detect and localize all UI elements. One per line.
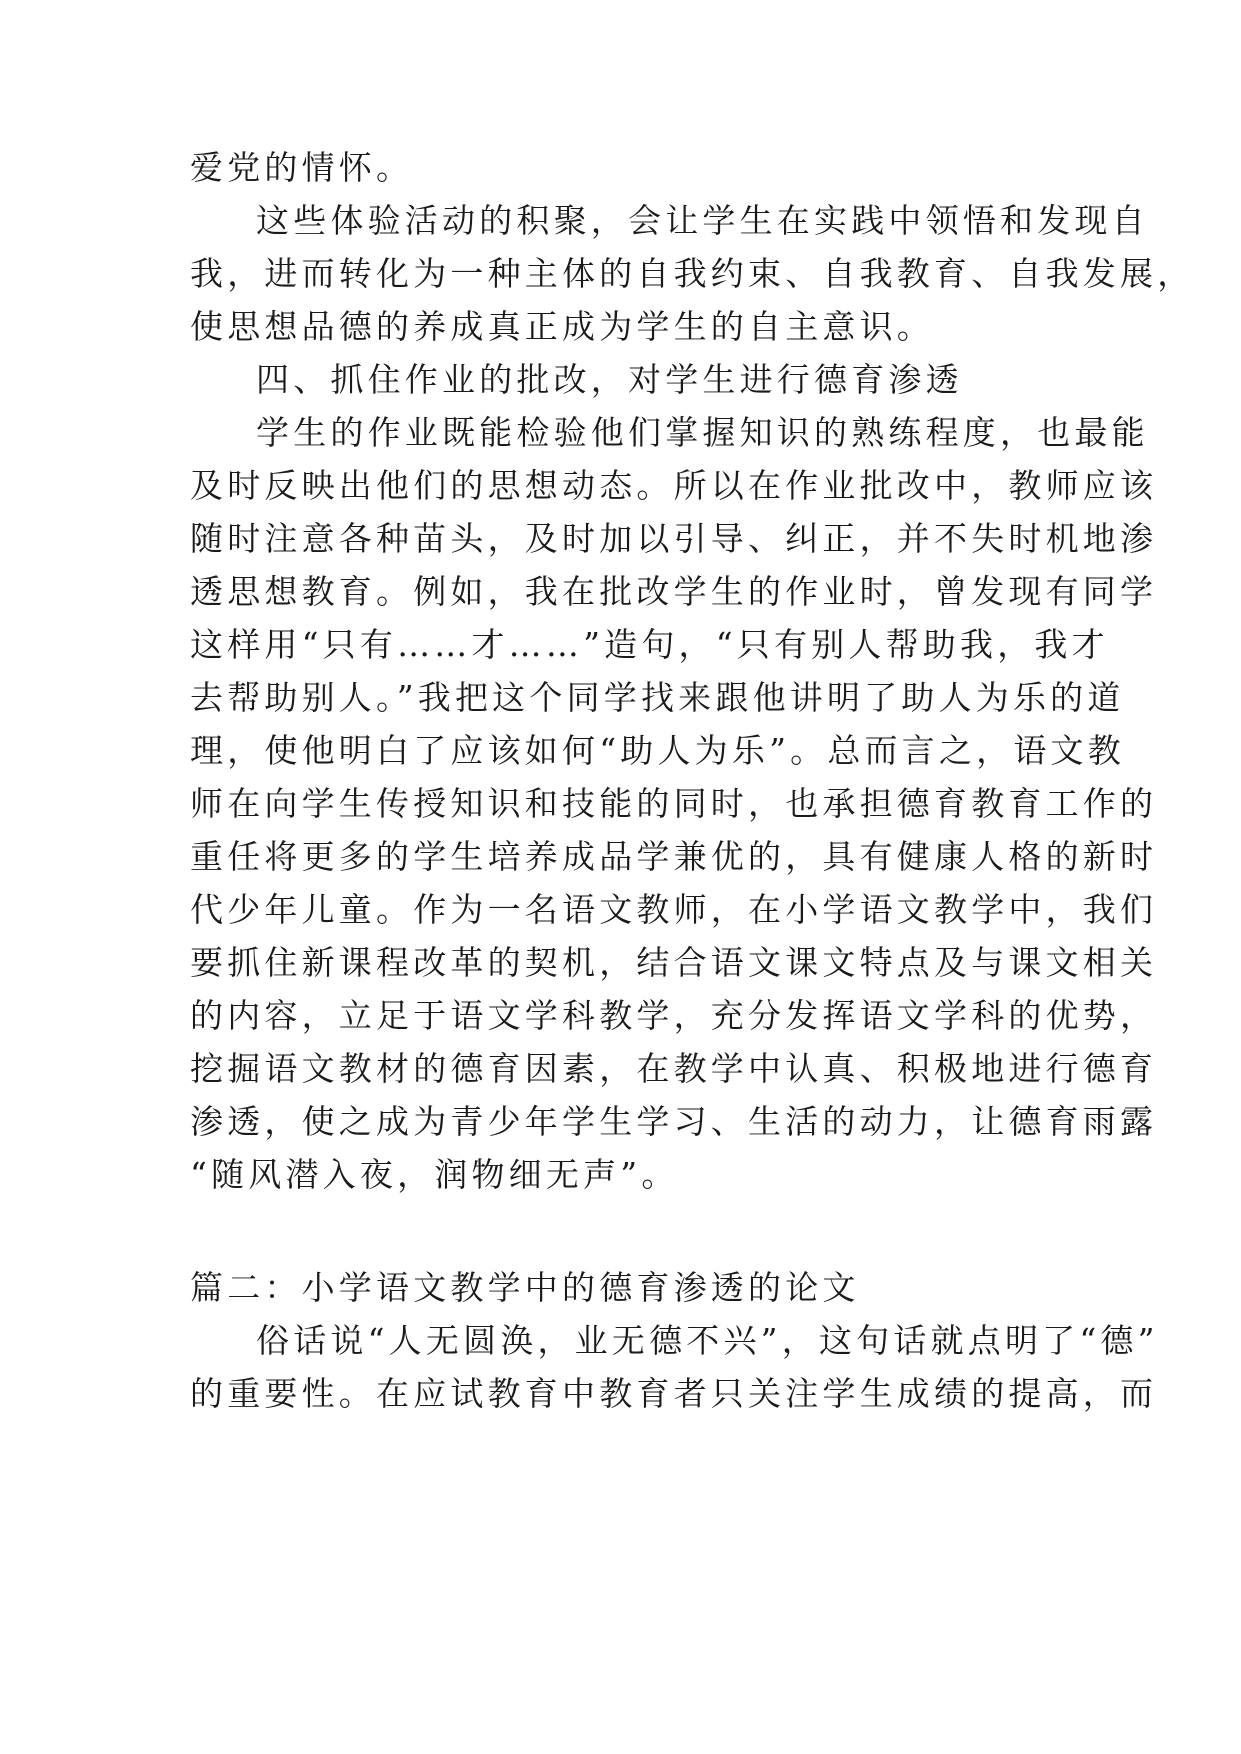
homework-paragraph-line: 重任将更多的学生培养成品学兼优的，具有健康人格的新时	[190, 837, 1158, 876]
homework-paragraph-line: 随时注意各种苗头，及时加以引导、纠正，并不失时机地渗	[190, 519, 1158, 558]
homework-paragraph-line: “随风潜入夜，润物细无声”。	[190, 1155, 679, 1194]
homework-paragraph-line: 要抓住新课程改革的契机，结合语文课文特点及与课文相关	[190, 943, 1158, 982]
homework-paragraph-line: 理，使他明白了应该如何“助人为乐”。总而言之，语文教	[190, 731, 1125, 770]
homework-paragraph-line: 学生的作业既能检验他们掌握知识的熟练程度，也最能	[256, 413, 1149, 452]
intro-paragraph-line: 的重要性。在应试教育中教育者只关注学生成绩的提高，而	[190, 1374, 1158, 1413]
experience-paragraph-line: 使思想品德的养成真正成为学生的自主意识。	[190, 307, 934, 346]
homework-paragraph-line: 及时反映出他们的思想动态。所以在作业批改中，教师应该	[190, 466, 1158, 505]
homework-paragraph-line: 代少年儿童。作为一名语文教师，在小学语文教学中，我们	[190, 890, 1158, 929]
homework-paragraph-line: 这样用“只有……才……”造句，“只有别人帮助我，我才	[190, 625, 1109, 664]
homework-paragraph-line: 挖掘语文教材的德育因素，在教学中认真、积极地进行德育	[190, 1049, 1158, 1088]
homework-paragraph-line: 透思想教育。例如，我在批改学生的作业时，曾发现有同学	[190, 572, 1158, 611]
homework-paragraph-line: 的内容，立足于语文学科教学，充分发挥语文学科的优势，	[190, 996, 1158, 1035]
homework-paragraph-line: 师在向学生传授知识和技能的同时，也承担德育教育工作的	[190, 784, 1158, 823]
experience-paragraph-line: 我，进而转化为一种主体的自我约束、自我教育、自我发展，	[190, 254, 1195, 293]
homework-paragraph-line: 去帮助别人。”我把这个同学找来跟他讲明了助人为乐的道	[190, 678, 1125, 717]
section-heading: 四、抓住作业的批改，对学生进行德育渗透	[256, 360, 963, 399]
homework-paragraph-line: 渗透，使之成为青少年学生学习、生活的动力，让德育雨露	[190, 1102, 1158, 1141]
paragraph-end-line: 爱党的情怀。	[190, 148, 414, 187]
intro-paragraph-line: 俗话说“人无圆涣，业无德不兴”，这句话就点明了“德”	[256, 1321, 1159, 1360]
article-title: 篇二：小学语文教学中的德育渗透的论文	[190, 1268, 860, 1307]
experience-paragraph-line: 这些体验活动的积聚，会让学生在实践中领悟和发现自	[256, 201, 1149, 240]
